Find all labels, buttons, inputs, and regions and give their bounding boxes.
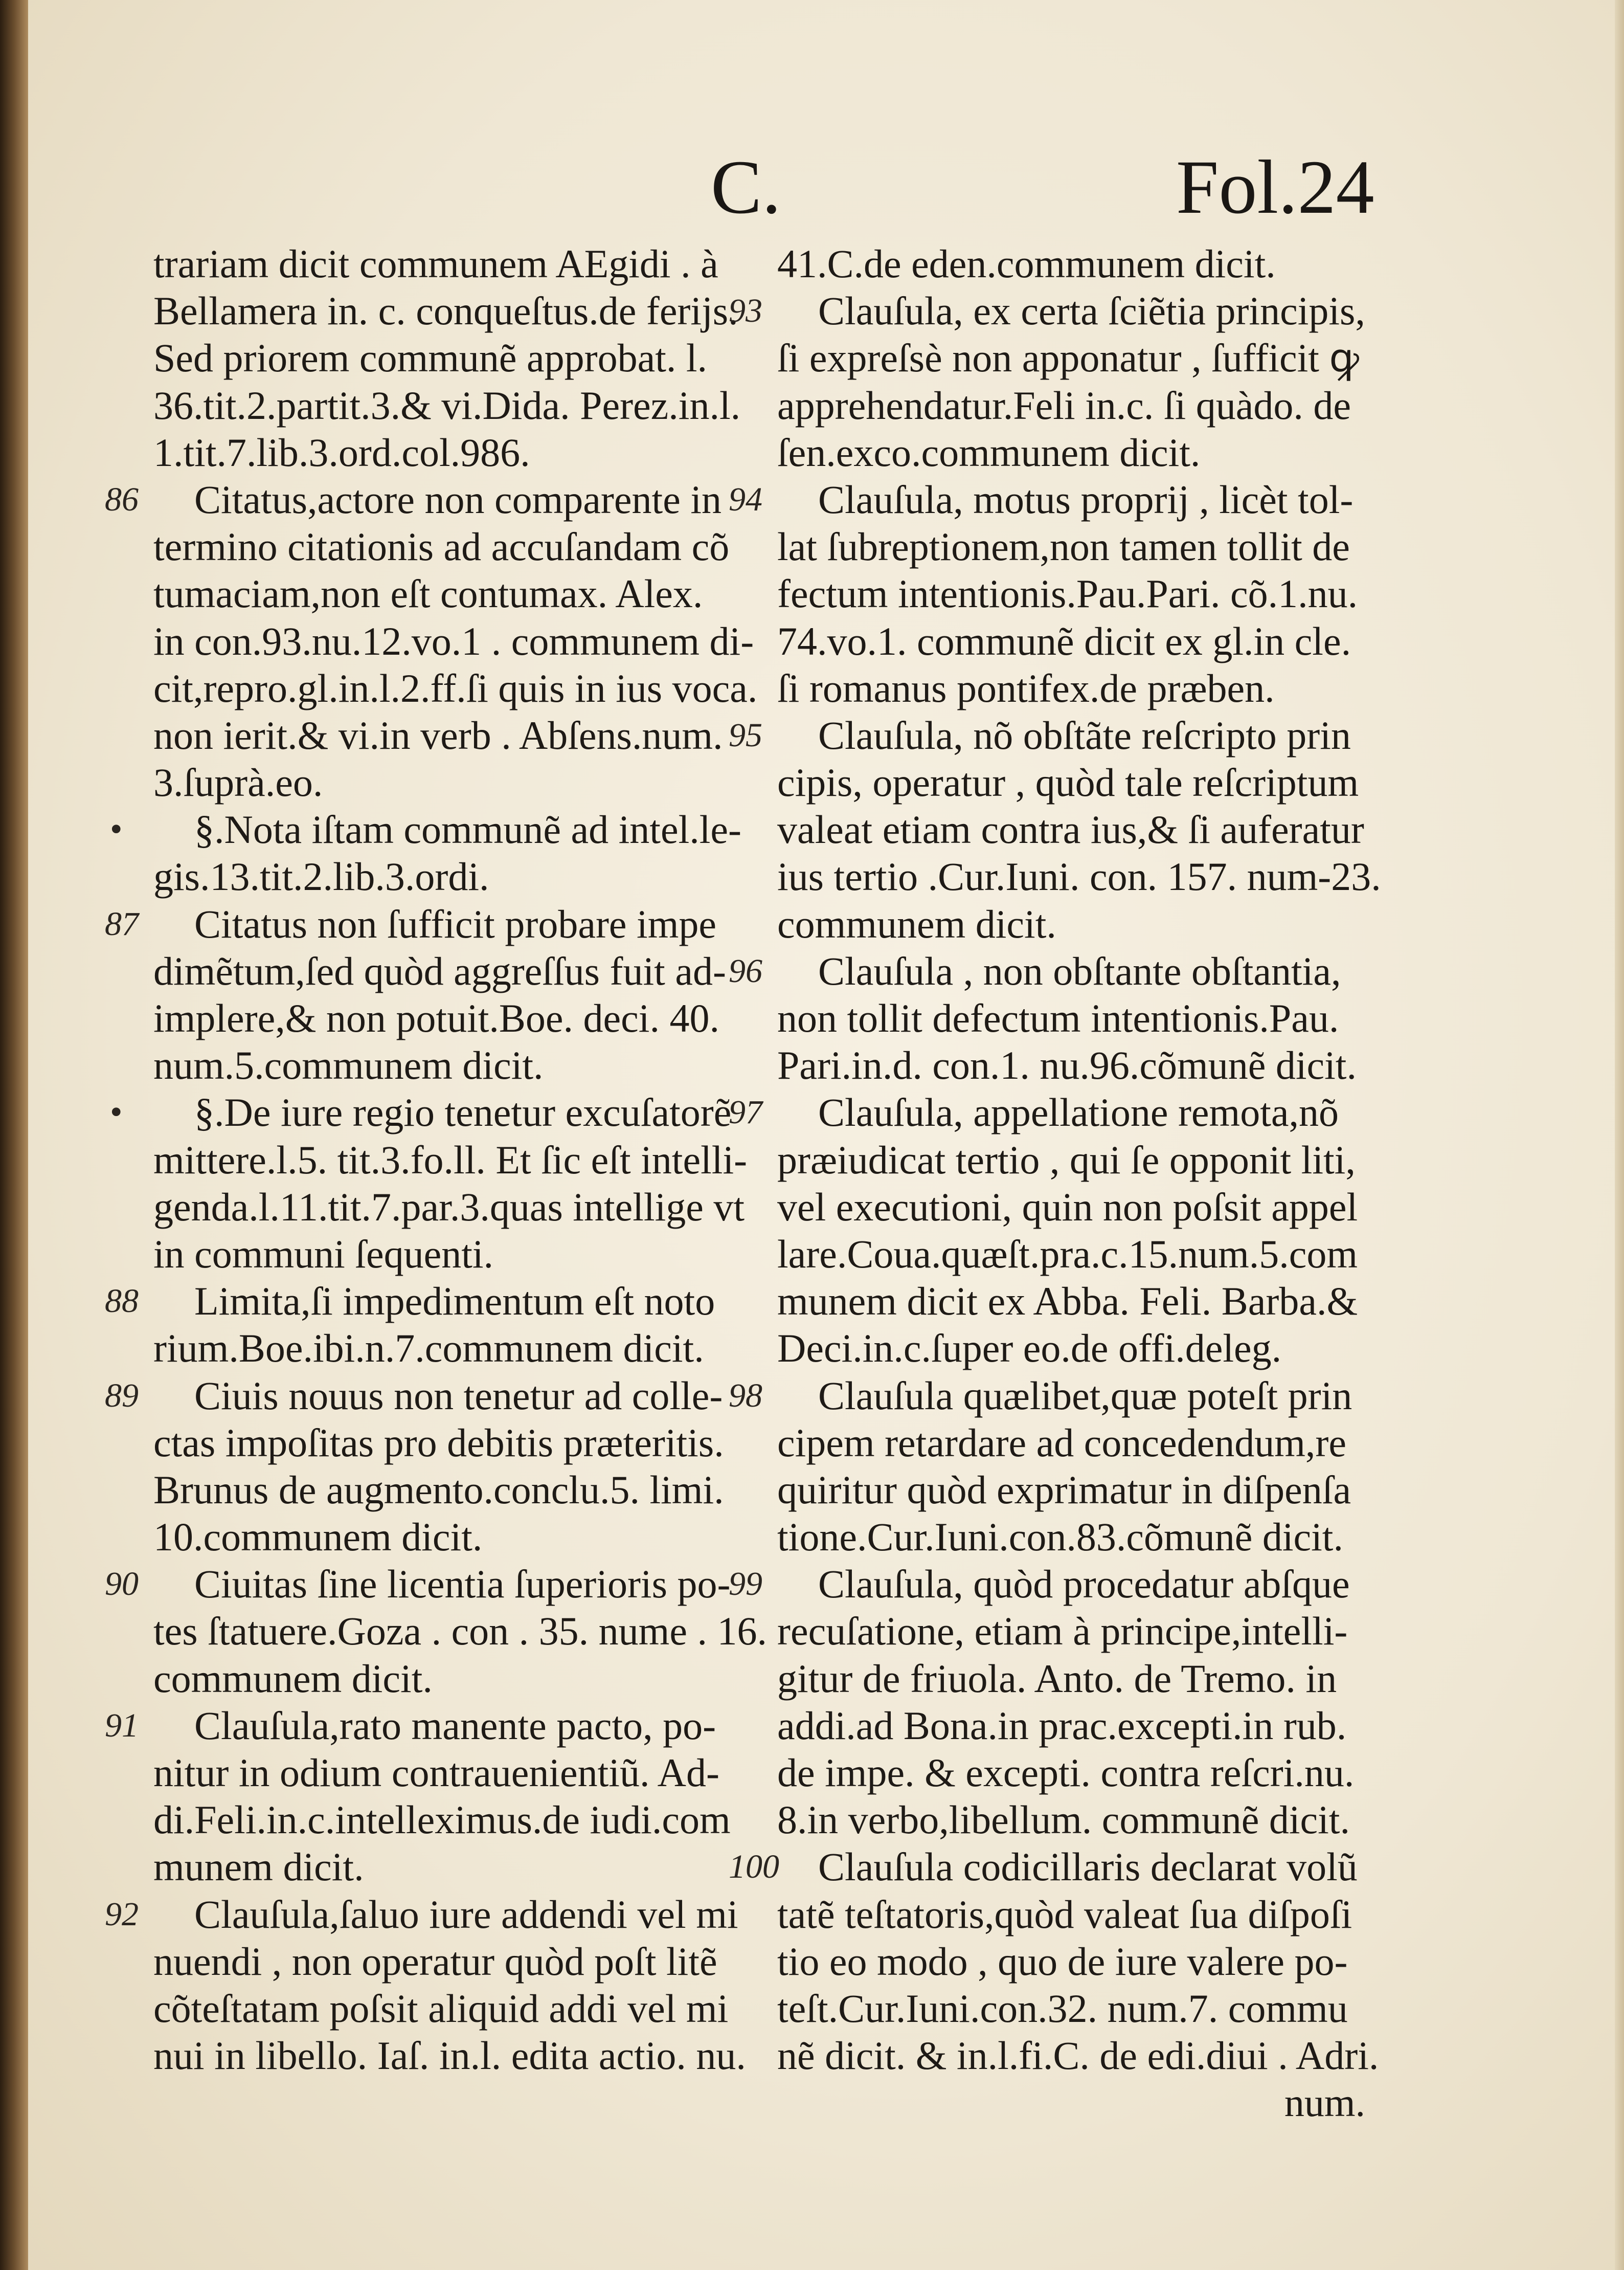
text-line — [153, 995, 741, 1042]
text-line — [777, 1466, 1365, 1514]
right-column — [729, 240, 1381, 2127]
text-line — [729, 1561, 1365, 1608]
line-text: cit,repro.gl.in.l.2.ff.ſi quis in ius voca. — [153, 665, 758, 710]
text-line — [153, 2032, 746, 2079]
text-line — [153, 948, 741, 995]
text-line — [777, 901, 1365, 948]
line-text: nui in libello. Iaſ. in.l. edita actio. nu. — [153, 2033, 746, 2078]
text-line — [105, 1702, 741, 1749]
line-text: non ierit.& vi.in verb . Abſens.num. — [153, 713, 723, 758]
text-line — [777, 665, 1365, 712]
line-text: cõteſtatam poſsit aliquid addi vel mi — [153, 1986, 729, 2031]
text-line — [153, 1796, 741, 1843]
text-line — [153, 287, 741, 335]
line-text: ſi expreſsè non apponatur , ſufficit ꝙ — [777, 336, 1360, 381]
line-text: 1.tit.7.lib.3.ord.col.986. — [153, 430, 530, 475]
text-line — [153, 570, 741, 617]
line-text: termino citationis ad accuſandam cõ — [153, 524, 730, 569]
text-line — [777, 1702, 1365, 1749]
line-text: tes ſtatuere.Goza . con . 35. nume . 16. — [153, 1609, 767, 1654]
entry-number: 94 — [729, 480, 762, 518]
entry-number: 89 — [105, 1376, 139, 1414]
line-text: tatẽ teſtatoris,quòd valeat ſua diſpoſi — [777, 1891, 1352, 1937]
line-text: munem dicit. — [153, 1844, 364, 1889]
line-text: teſt.Cur.Iuni.con.32. num.7. commu — [777, 1986, 1348, 2031]
line-text: præiudicat tertio , qui ſe opponit liti, — [777, 1137, 1356, 1182]
text-line — [153, 382, 741, 429]
text-line — [153, 1608, 767, 1655]
text-line — [153, 1749, 741, 1796]
line-text: nitur in odium contrauenientiũ. Ad- — [153, 1750, 719, 1795]
line-text: trariam dicit communem AEgidi . à — [153, 241, 718, 286]
text-line — [153, 1184, 745, 1231]
text-line — [153, 1466, 741, 1514]
text-line — [153, 1042, 741, 1089]
line-text: tumaciam,non eſt contumax. Alex. — [153, 571, 703, 616]
text-line — [777, 523, 1365, 570]
text-line — [777, 853, 1381, 900]
text-line — [153, 1938, 741, 1985]
line-text: Clauſula,rato manente pacto, po- — [194, 1703, 716, 1748]
line-text: mittere.l.5. tit.3.fo.ll. Et ſic eſt intelli- — [153, 1137, 748, 1182]
line-text: 10.communem dicit. — [153, 1515, 483, 1560]
line-text: vel executioni, quin non poſsit appel — [777, 1184, 1358, 1229]
text-line — [153, 759, 741, 806]
entry-number: 97 — [729, 1094, 762, 1131]
line-text: ius tertio .Cur.Iuni. con. 157. num-23. — [777, 854, 1381, 899]
text-line — [777, 1938, 1365, 1985]
line-text: gis.13.tit.2.lib.3.ordi. — [153, 854, 489, 899]
text-line — [105, 1891, 741, 1938]
text-line — [729, 948, 1365, 995]
text-line — [153, 429, 741, 476]
line-text: lare.Coua.quæſt.pra.c.15.num.5.com — [777, 1231, 1358, 1276]
text-line — [729, 1089, 1365, 1136]
text-line — [729, 1843, 1365, 1890]
line-text: Clauſula, ex certa ſciẽtia principis, — [818, 288, 1365, 333]
line-text: Clauſula, nõ obſtãte reſcripto prin — [818, 713, 1351, 758]
line-text: communem dicit. — [153, 1656, 433, 1701]
line-text: Pari.in.d. con.1. nu.96.cõmunẽ dicit. — [777, 1043, 1357, 1088]
line-text: 41.C.de eden.communem dicit. — [777, 241, 1276, 286]
line-text: §.De iure regio tenetur excuſatorẽ — [194, 1090, 732, 1135]
text-line — [777, 2032, 1379, 2079]
page-right-edge — [1615, 0, 1624, 2270]
entry-number: 92 — [105, 1895, 139, 1933]
text-line — [777, 1796, 1365, 1843]
line-text: ſi romanus pontifex.de præben. — [777, 665, 1275, 710]
text-line — [105, 1561, 741, 1608]
text-line — [153, 1655, 741, 1702]
text-line — [777, 1608, 1365, 1655]
line-text: 74.vo.1. communẽ dicit ex gl.in cle. — [777, 618, 1351, 663]
line-text: ctas impoſitas pro debitis præteritis. — [153, 1420, 724, 1465]
text-line — [153, 618, 754, 665]
line-text: Bellamera in. c. conqueſtus.de ferijs. — [153, 288, 738, 333]
line-text: Citatus non ſufficit probare impe — [194, 901, 717, 946]
line-text: gitur de friuola. Anto. de Tremo. in — [777, 1656, 1337, 1701]
text-line — [153, 1325, 741, 1372]
line-text: Brunus de augmento.conclu.5. limi. — [153, 1467, 724, 1512]
text-line — [777, 1749, 1365, 1796]
text-line — [777, 335, 1365, 382]
entry-number: 87 — [105, 905, 139, 943]
entry-number: 90 — [105, 1565, 139, 1603]
text-line — [110, 1089, 741, 1136]
line-text: Clauſula , non obſtante obſtantia, — [818, 948, 1341, 993]
text-line — [153, 1231, 741, 1278]
line-text: 3.ſuprà.eo. — [153, 760, 323, 805]
line-text: Clauſula,ſaluo iure addendi vel mi — [194, 1891, 738, 1937]
line-text: addi.ad Bona.in prac.excepti.in rub. — [777, 1703, 1347, 1748]
line-text: cipis, operatur , quòd tale reſcriptum — [777, 760, 1359, 805]
line-text: Ciuis nouus non tenetur ad colle- — [194, 1373, 723, 1418]
line-text: ſen.exco.communem dicit. — [777, 430, 1201, 475]
text-line — [777, 570, 1365, 617]
line-text: §.Nota iſtam communẽ ad intel.le- — [194, 807, 742, 852]
line-text: di.Feli.in.c.intelleximus.de iudi.com — [153, 1797, 731, 1842]
line-text: Clauſula codicillaris declarat volũ — [818, 1844, 1358, 1889]
line-text: recuſatione, etiam à principe,intelli- — [777, 1609, 1348, 1654]
text-line — [729, 712, 1365, 759]
text-line — [105, 476, 741, 523]
text-line — [153, 523, 741, 570]
line-text: dimẽtum,ſed quòd aggreſſus fuit ad- — [153, 948, 726, 993]
text-line — [153, 240, 741, 287]
text-line — [153, 712, 741, 759]
line-text: in con.93.nu.12.vo.1 . communem di- — [153, 618, 754, 663]
line-text: cipem retardare ad concedendum,re — [777, 1420, 1347, 1465]
entry-number: 95 — [729, 716, 762, 754]
line-text: tione.Cur.Iuni.con.83.cõmunẽ dicit. — [777, 1515, 1343, 1560]
text-line — [777, 2079, 1365, 2126]
line-text: Clauſula, motus proprij , licèt tol- — [818, 477, 1354, 522]
signature-mark: C. — [711, 145, 781, 230]
line-text: communem dicit. — [777, 901, 1056, 946]
text-line — [105, 901, 741, 948]
line-text: quiritur quòd exprimatur in diſpenſa — [777, 1467, 1351, 1512]
text-line — [153, 335, 741, 382]
line-text: Ciuitas ſine licentia ſuperioris po- — [194, 1562, 731, 1607]
line-text: Clauſula quælibet,quæ poteſt prin — [818, 1373, 1352, 1418]
text-line — [777, 759, 1365, 806]
line-text: de impe. & excepti. contra reſcri.nu. — [777, 1750, 1355, 1795]
line-text: apprehendatur.Feli in.c. ſi quàdo. de — [777, 383, 1351, 428]
text-line — [777, 429, 1365, 476]
text-line — [105, 1372, 741, 1419]
line-text: Citatus,actore non comparente in — [194, 477, 721, 522]
text-line — [777, 1985, 1365, 2032]
entry-number: 93 — [729, 292, 762, 330]
line-text: nuendi , non operatur quòd poſt litẽ — [153, 1939, 717, 1984]
line-text: implere,& non potuit.Boe. deci. 40. — [153, 996, 719, 1040]
text-line — [777, 1042, 1365, 1089]
text-line — [777, 1184, 1365, 1231]
entry-number: 96 — [729, 952, 762, 990]
line-text: in communi ſequenti. — [153, 1231, 494, 1276]
line-text: Deci.in.c.ſuper eo.de offi.deleg. — [777, 1326, 1282, 1371]
entry-number: 91 — [105, 1706, 139, 1744]
line-text: rium.Boe.ibi.n.7.communem dicit. — [153, 1326, 704, 1371]
text-line — [153, 665, 758, 712]
line-text: non tollit defectum intentionis.Pau. — [777, 996, 1339, 1040]
line-text: munem dicit ex Abba. Feli. Barba.& — [777, 1279, 1358, 1324]
line-text: tio eo modo , quo de iure valere po- — [777, 1939, 1348, 1984]
text-line — [777, 995, 1365, 1042]
text-line — [153, 1514, 741, 1561]
line-text: num. — [1284, 2080, 1365, 2125]
text-line — [729, 476, 1365, 523]
line-text: num.5.communem dicit. — [153, 1043, 544, 1088]
entry-number: 100 — [729, 1848, 779, 1886]
line-text: Sed priorem communẽ approbat. l. — [153, 336, 708, 381]
text-line — [777, 1137, 1365, 1184]
text-line — [153, 1985, 741, 2032]
line-text: 8.in verbo,libellum. communẽ dicit. — [777, 1797, 1350, 1842]
text-line — [777, 1278, 1365, 1325]
line-text: Clauſula, appellatione remota,nõ — [818, 1090, 1339, 1135]
text-line — [777, 1231, 1365, 1278]
text-line — [777, 1325, 1365, 1372]
text-line — [153, 1419, 741, 1466]
text-line — [777, 1891, 1365, 1938]
text-line — [777, 382, 1365, 429]
line-text: nẽ dicit. & in.l.fi.C. de edi.diui . Adri. — [777, 2033, 1379, 2078]
line-text: 36.tit.2.partit.3.& vi.Dida. Perez.in.l. — [153, 383, 741, 428]
text-line — [153, 1137, 748, 1184]
entry-number: 88 — [105, 1282, 139, 1320]
paragraph-bullet: • — [110, 810, 123, 850]
text-line — [153, 1843, 741, 1890]
text-line — [729, 287, 1365, 335]
entry-number: 99 — [729, 1565, 762, 1603]
text-line — [729, 1372, 1365, 1419]
text-line — [777, 1419, 1365, 1466]
entry-number: 86 — [105, 480, 139, 518]
text-line — [105, 1278, 741, 1325]
entry-number: 98 — [729, 1376, 762, 1414]
line-text: lat ſubreptionem,non tamen tollit de — [777, 524, 1350, 569]
line-text: valeat etiam contra ius,& ſi auferatur — [777, 807, 1364, 852]
text-line — [777, 1514, 1365, 1561]
line-text: fectum intentionis.Pau.Pari. cõ.1.nu. — [777, 571, 1358, 616]
text-line — [777, 618, 1365, 665]
text-line — [777, 806, 1365, 853]
folio-number: Fol.24 — [1176, 145, 1374, 230]
line-text: genda.l.11.tit.7.par.3.quas intellige vt — [153, 1184, 745, 1229]
text-line — [777, 240, 1365, 287]
text-line — [110, 806, 742, 853]
line-text: Clauſula, quòd procedatur abſque — [818, 1562, 1350, 1607]
text-line — [153, 853, 741, 900]
line-text: Limita,ſi impedimentum eſt noto — [194, 1279, 715, 1324]
paragraph-bullet: • — [110, 1093, 123, 1132]
text-line — [777, 1655, 1365, 1702]
